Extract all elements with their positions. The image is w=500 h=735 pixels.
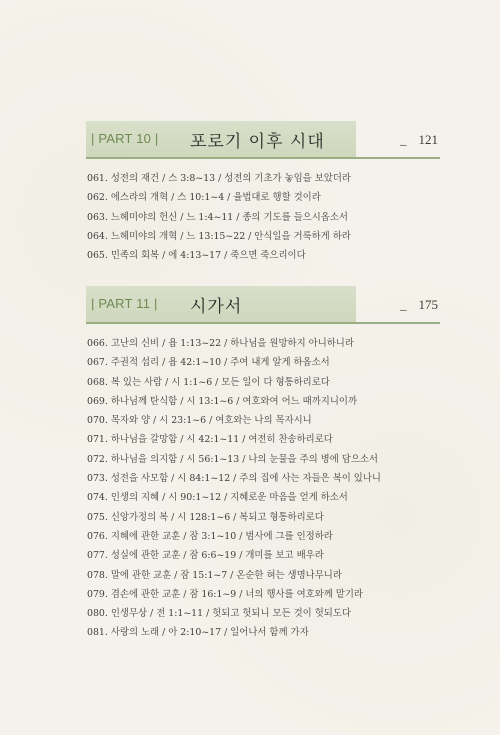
toc-entry-061[interactable]: 061. 성전의 재건 / 스 3:8~13 / 성전의 기초가 놓임을 보았더라 [87, 173, 351, 184]
part-11-page-dash: _ [400, 297, 407, 312]
toc-entry-071[interactable]: 071. 하나님을 갈망함 / 시 42:1~11 / 여전히 찬송하리로다 [87, 434, 333, 446]
toc-entry-076[interactable]: 076. 지혜에 관한 교훈 / 잠 3:1~10 / 범사에 그를 인정하라 [87, 530, 333, 542]
toc-entry-074[interactable]: 074. 인생의 지혜 / 시 90:1~12 / 지혜로운 마음을 얻게 하소서 [87, 492, 348, 504]
part-11-header [86, 286, 440, 324]
toc-entry-075[interactable]: 075. 신앙가정의 복 / 시 128:1~6 / 복되고 형통하리로다 [87, 511, 324, 523]
part-11-title: 시가서 [190, 297, 243, 317]
part-10-label: | PART 10 | [91, 131, 159, 146]
part-10-section [86, 121, 440, 265]
part-10-title: 포로기 이후 시대 [190, 132, 325, 152]
part-10-page-dash: _ [400, 132, 407, 147]
part-10-page-number [400, 132, 438, 148]
toc-entry-069[interactable]: 069. 하나님께 탄식함 / 시 13:1~6 / 여호와여 어느 때까지니이까 [87, 395, 358, 407]
part-11-entry-list [86, 334, 440, 643]
part-11-page-number [400, 297, 438, 313]
part-10-entry-list [86, 169, 440, 265]
part-11-section [86, 286, 440, 643]
toc-entry-068[interactable]: 068. 복 있는 사람 / 시 1:1~6 / 모든 일이 다 형통하리로다 [87, 376, 330, 388]
toc-entry-079[interactable]: 079. 겸손에 관한 교훈 / 잠 16:1~9 / 너의 행사를 여호와께 맡기라 [87, 588, 363, 600]
toc-entry-065[interactable]: 065. 민족의 회복 / 에 4:13~17 / 죽으면 죽으리이다 [87, 250, 306, 262]
toc-entry-073[interactable]: 073. 성전을 사모함 / 시 84:1~12 / 주의 집에 사는 자들은 복이 있나니 [87, 473, 381, 485]
toc-entry-078[interactable]: 078. 말에 관한 교훈 / 잠 15:1~7 / 온순한 혀는 생명나무니라 [87, 569, 342, 581]
part-10-header [86, 121, 440, 159]
part-10-page-value: 121 [418, 132, 438, 147]
toc-entry-063[interactable]: 063. 느헤미야의 헌신 / 느 1:4~11 / 종의 기도를 들으시옵소서 [87, 211, 348, 223]
toc-entry-081[interactable]: 081. 사랑의 노래 / 아 2:10~17 / 일어나서 함께 가자 [87, 627, 309, 639]
toc-entry-072[interactable]: 072. 하나님을 의지함 / 시 56:1~13 / 나의 눈물을 주의 병에 담으소서 [87, 453, 378, 465]
toc-entry-064[interactable]: 064. 느헤미야의 개혁 / 느 13:15~22 / 안식일을 거룩하게 하라 [87, 230, 351, 242]
toc-entry-080[interactable]: 080. 인생무상 / 전 1:1~11 / 헛되고 헛되니 모든 것이 헛되도다 [87, 608, 351, 620]
part-11-page-value: 175 [418, 297, 438, 312]
toc-entry-066[interactable]: 066. 고난의 신비 / 욥 1:13~22 / 하나님을 원망하지 아니하니라 [87, 338, 354, 349]
toc-entry-067[interactable]: 067. 주권적 섭리 / 욥 42:1~10 / 주여 내게 알게 하옵소서 [87, 357, 330, 369]
toc-entry-070[interactable]: 070. 목자와 양 / 시 23:1~6 / 여호와는 나의 목자시니 [87, 415, 312, 427]
toc-entry-077[interactable]: 077. 성실에 관한 교훈 / 잠 6:6~19 / 개미를 보고 배우라 [87, 550, 324, 562]
toc-entry-062[interactable]: 062. 에스라의 개혁 / 스 10:1~4 / 율법대로 행할 것이라 [87, 192, 321, 204]
part-11-label: | PART 11 | [91, 296, 158, 311]
